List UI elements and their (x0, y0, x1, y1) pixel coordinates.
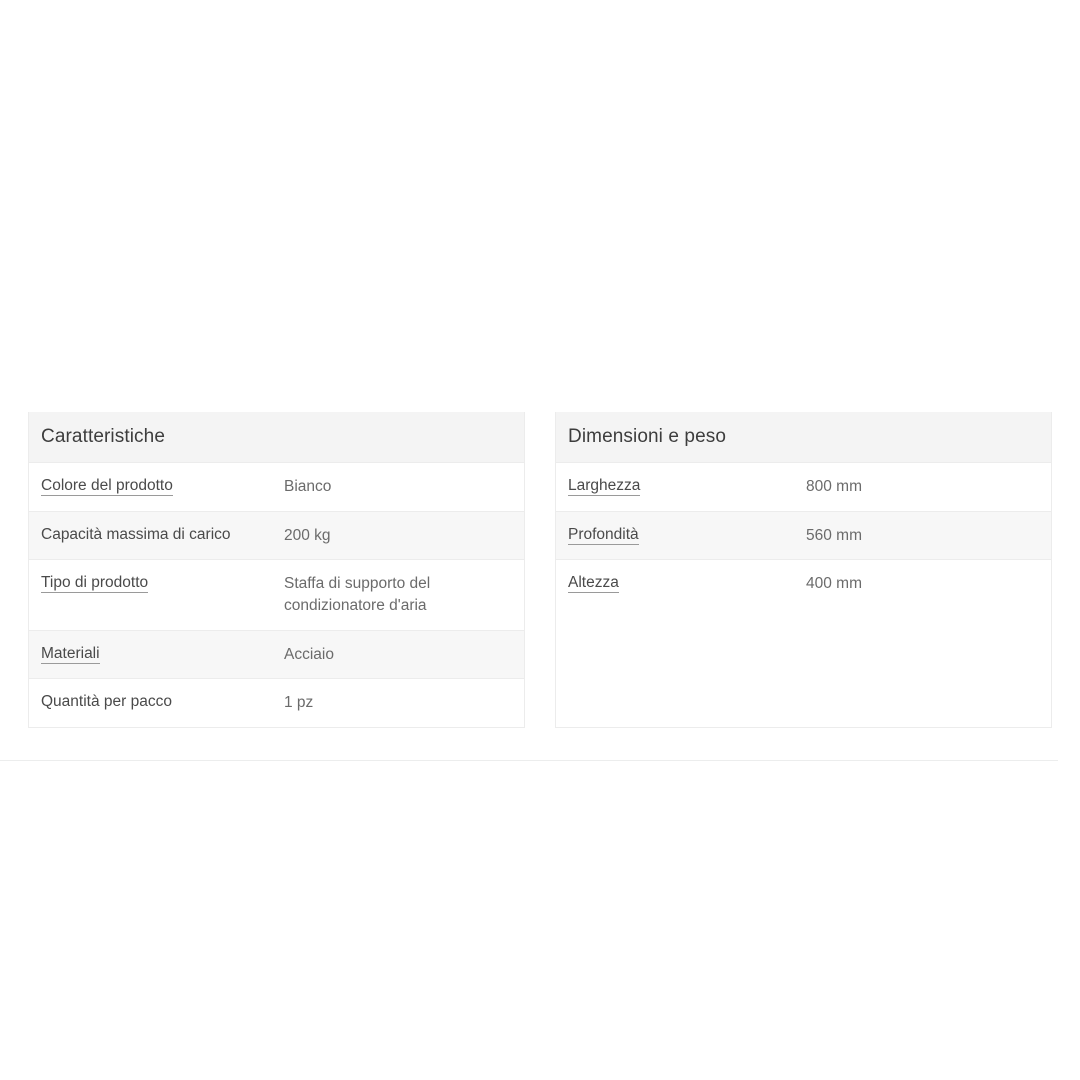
table-row (556, 462, 1051, 511)
table-row (29, 462, 524, 511)
spec-label (29, 512, 276, 560)
spec-value: Acciaio (284, 645, 334, 663)
spec-label-text: Profondità (568, 525, 639, 543)
spec-value: 800 mm (806, 478, 862, 495)
spec-label (29, 679, 276, 727)
spec-label-text: Materiali (41, 644, 100, 662)
spec-value: Staffa di supporto del condizionatore d'aria (284, 575, 431, 615)
spec-label (556, 512, 801, 560)
specifications-panel (0, 390, 1058, 761)
spec-value: 200 kg (284, 526, 331, 544)
spec-table-features-title: Caratteristiche (29, 412, 524, 462)
spec-label (29, 560, 276, 629)
table-row (556, 559, 1051, 608)
spec-label-text: Tipo di prodotto (41, 574, 149, 592)
spec-label-text: Capacità massima di carico (41, 525, 231, 543)
table-row (29, 559, 524, 629)
spec-label (29, 463, 276, 511)
spec-label (556, 560, 801, 608)
specifications-columns (0, 390, 1058, 760)
table-row (29, 630, 524, 679)
spec-label-text: Colore del prodotto (41, 477, 173, 494)
spec-value: 560 mm (806, 526, 862, 544)
spec-value: 1 pz (284, 694, 314, 712)
spec-label-text: Larghezza (568, 477, 641, 494)
spec-label-text: Quantità per pacco (41, 693, 172, 711)
spec-table-dimensions (555, 412, 1052, 728)
spec-table-features (28, 412, 525, 728)
spec-label-text: Altezza (568, 574, 619, 592)
table-row (29, 511, 524, 560)
table-row (556, 511, 1051, 560)
spec-value: 400 mm (806, 575, 862, 593)
spec-label (556, 463, 801, 511)
spec-label (29, 631, 276, 679)
spec-table-dimensions-title: Dimensioni e peso (556, 412, 1051, 462)
table-row (29, 678, 524, 727)
spec-value: Bianco (284, 478, 332, 495)
